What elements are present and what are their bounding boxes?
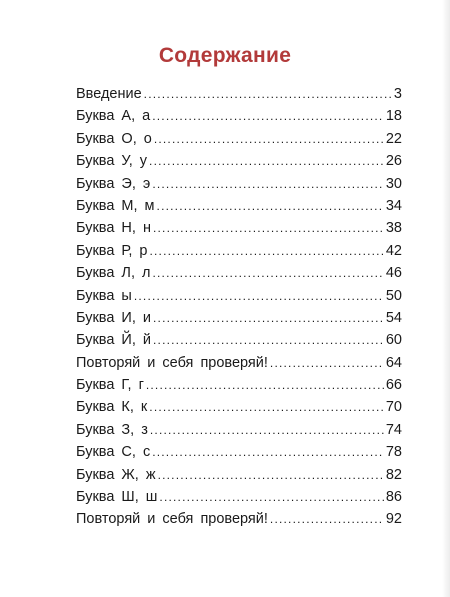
toc-entry-page: 54 xyxy=(385,309,402,326)
dot-leader xyxy=(144,87,392,101)
toc-entry-letter-m[interactable] xyxy=(76,198,402,220)
toc-entry-letter-y[interactable] xyxy=(76,288,402,310)
toc-entry-page: 70 xyxy=(385,399,402,416)
toc-entry-letter-z[interactable] xyxy=(76,422,402,444)
dot-leader xyxy=(152,266,383,280)
toc-entry-label: Буква Н, н xyxy=(76,220,151,237)
dot-leader xyxy=(157,199,384,213)
dot-leader xyxy=(146,378,384,392)
toc-entry-label: Буква С, с xyxy=(76,444,151,461)
toc-entry-page: 92 xyxy=(385,511,402,528)
toc-entry-label: Буква Л, л xyxy=(76,265,151,282)
toc-entry-letter-o[interactable] xyxy=(76,131,402,153)
dot-leader xyxy=(152,109,384,123)
toc-entry-label: Повторяй и себя проверяй! xyxy=(76,511,268,528)
toc-entry-label: Буква Ж, ж xyxy=(76,466,156,483)
dot-leader xyxy=(149,154,384,168)
toc-entry-page: 46 xyxy=(385,265,402,282)
toc-entry-label: Буква О, о xyxy=(76,130,152,147)
toc-entry-letter-i[interactable] xyxy=(76,310,402,332)
toc-entry-label: Буква И, и xyxy=(76,309,152,326)
toc-entry-label: Буква К, к xyxy=(76,399,148,416)
toc-entry-letter-zh[interactable] xyxy=(76,467,402,489)
toc-entry-label: Буква У, у xyxy=(76,153,148,170)
toc-entry-page: 82 xyxy=(385,466,402,483)
table-of-contents xyxy=(76,86,402,534)
toc-entry-page: 64 xyxy=(385,354,402,371)
toc-entry-letter-j[interactable] xyxy=(76,332,402,354)
toc-entry-page: 60 xyxy=(385,332,402,349)
toc-entry-page: 22 xyxy=(385,130,402,147)
dot-leader xyxy=(153,311,384,325)
toc-entry-label: Буква М, м xyxy=(76,197,155,214)
dot-leader xyxy=(149,244,383,258)
toc-entry-letter-n[interactable] xyxy=(76,220,402,242)
toc-entry-page: 3 xyxy=(393,86,402,102)
dot-leader xyxy=(159,490,383,504)
toc-entry-label: Буква Г, г xyxy=(76,377,144,394)
toc-entry-letter-g[interactable] xyxy=(76,377,402,399)
toc-entry-page: 50 xyxy=(385,287,402,304)
toc-entry-letter-s[interactable] xyxy=(76,444,402,466)
toc-entry-page: 18 xyxy=(385,108,402,125)
toc-entry-letter-e[interactable] xyxy=(76,176,402,198)
toc-entry-review-2[interactable] xyxy=(76,511,402,533)
toc-entry-letter-k[interactable] xyxy=(76,399,402,421)
toc-entry-label: Введение xyxy=(76,86,142,102)
toc-entry-letter-l[interactable] xyxy=(76,265,402,287)
toc-entry-page: 42 xyxy=(385,242,402,259)
dot-leader xyxy=(152,445,384,459)
toc-entry-label: Повторяй и себя проверяй! xyxy=(76,354,268,371)
dot-leader xyxy=(154,132,384,146)
dot-leader xyxy=(153,221,384,235)
toc-entry-page: 34 xyxy=(385,197,402,214)
dot-leader xyxy=(134,289,384,303)
toc-entry-label: Буква Й, й xyxy=(76,332,152,349)
toc-entry-page: 86 xyxy=(385,489,402,506)
dot-leader xyxy=(158,468,384,482)
toc-entry-page: 74 xyxy=(385,421,402,438)
toc-entry-page: 38 xyxy=(385,220,402,237)
toc-entry-label: Буква А, а xyxy=(76,108,151,125)
dot-leader xyxy=(152,177,384,191)
dot-leader xyxy=(150,423,384,437)
toc-entry-introduction[interactable] xyxy=(76,86,402,108)
toc-entry-page: 66 xyxy=(385,377,402,394)
dot-leader xyxy=(270,356,384,370)
toc-entry-letter-r[interactable] xyxy=(76,243,402,265)
toc-entry-letter-a[interactable] xyxy=(76,108,402,130)
toc-entry-label: Буква З, з xyxy=(76,421,148,438)
dot-leader xyxy=(153,333,384,347)
toc-entry-page: 30 xyxy=(385,175,402,192)
toc-entry-label: Буква ы xyxy=(76,287,132,304)
dot-leader xyxy=(270,512,384,526)
toc-entry-page: 78 xyxy=(385,444,402,461)
dot-leader xyxy=(149,400,384,414)
page-edge-shadow xyxy=(442,0,450,597)
toc-entry-review-1[interactable] xyxy=(76,355,402,377)
toc-entry-label: Буква Р, р xyxy=(76,242,148,259)
toc-entry-letter-u[interactable] xyxy=(76,153,402,175)
page-title: Содержание xyxy=(158,44,292,67)
toc-entry-letter-sh[interactable] xyxy=(76,489,402,511)
toc-entry-label: Буква Ш, ш xyxy=(76,489,158,506)
toc-entry-page: 26 xyxy=(385,153,402,170)
toc-entry-label: Буква Э, э xyxy=(76,175,151,192)
